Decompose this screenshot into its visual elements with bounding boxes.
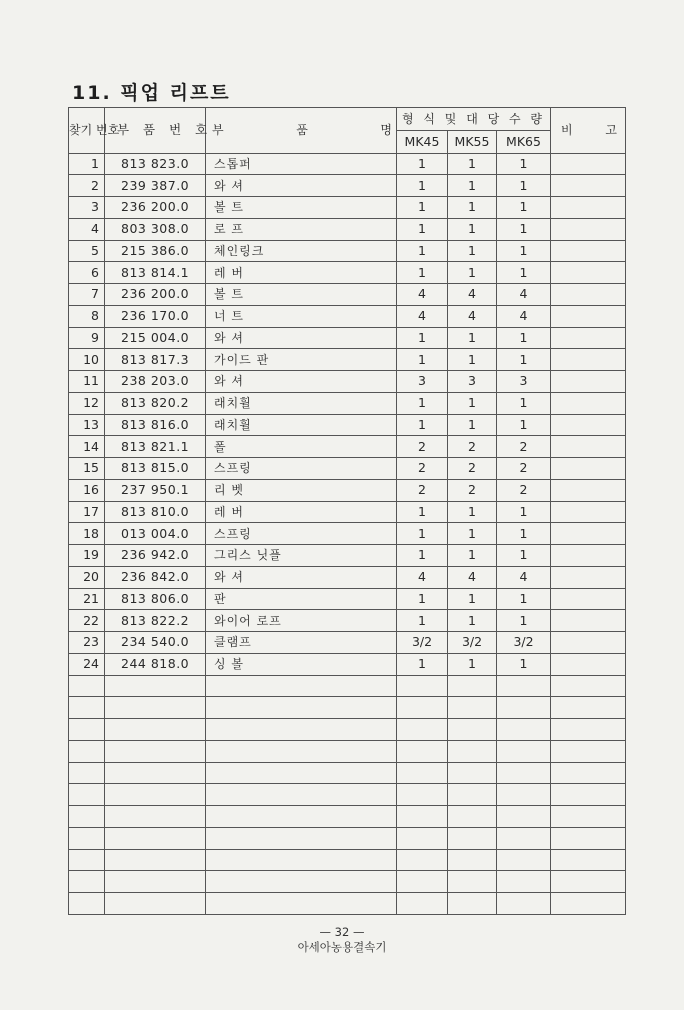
row-part-number: 234 540.0 bbox=[105, 632, 206, 654]
row-remarks bbox=[551, 349, 626, 371]
header-part-name-right: 명 bbox=[380, 123, 392, 138]
row-qty-mk65: 2 bbox=[497, 479, 551, 501]
row-part-number: 236 170.0 bbox=[105, 305, 206, 327]
row-qty-mk65 bbox=[497, 675, 551, 697]
row-number: 15 bbox=[69, 458, 105, 480]
row-remarks bbox=[551, 175, 626, 197]
row-qty-mk55 bbox=[448, 697, 497, 719]
row-number: 17 bbox=[69, 501, 105, 523]
row-remarks bbox=[551, 849, 626, 871]
row-remarks bbox=[551, 588, 626, 610]
row-part-number bbox=[105, 784, 206, 806]
row-qty-mk65: 1 bbox=[497, 545, 551, 567]
row-part-number: 215 386.0 bbox=[105, 240, 206, 262]
row-remarks bbox=[551, 675, 626, 697]
row-part-number bbox=[105, 675, 206, 697]
row-qty-mk55: 4 bbox=[448, 284, 497, 306]
row-qty-mk45: 1 bbox=[397, 414, 448, 436]
row-qty-mk55 bbox=[448, 740, 497, 762]
row-remarks bbox=[551, 632, 626, 654]
row-qty-mk55 bbox=[448, 827, 497, 849]
row-qty-mk55 bbox=[448, 784, 497, 806]
row-qty-mk45: 3 bbox=[397, 371, 448, 393]
row-qty-mk55 bbox=[448, 893, 497, 915]
page-title: 11. 픽업 리프트 bbox=[72, 82, 231, 104]
row-part-number: 239 387.0 bbox=[105, 175, 206, 197]
row-qty-mk55: 2 bbox=[448, 436, 497, 458]
empty-table-row bbox=[69, 719, 626, 741]
row-qty-mk65 bbox=[497, 849, 551, 871]
row-part-name: 레 버 bbox=[206, 501, 397, 523]
row-part-name: 볼 트 bbox=[206, 197, 397, 219]
row-part-number bbox=[105, 871, 206, 893]
row-remarks bbox=[551, 523, 626, 545]
table-row bbox=[69, 218, 626, 240]
header-part-name bbox=[206, 108, 397, 154]
row-part-name bbox=[206, 784, 397, 806]
row-part-number: 236 200.0 bbox=[105, 197, 206, 219]
row-number: 1 bbox=[69, 153, 105, 175]
row-number bbox=[69, 762, 105, 784]
row-remarks bbox=[551, 566, 626, 588]
header-remarks-right: 고 bbox=[605, 123, 617, 138]
row-qty-mk65: 1 bbox=[497, 349, 551, 371]
row-part-name: 폴 bbox=[206, 436, 397, 458]
table-row bbox=[69, 327, 626, 349]
row-remarks bbox=[551, 284, 626, 306]
row-qty-mk65: 1 bbox=[497, 197, 551, 219]
row-qty-mk55: 1 bbox=[448, 414, 497, 436]
row-remarks bbox=[551, 305, 626, 327]
row-remarks bbox=[551, 871, 626, 893]
row-part-number: 813 816.0 bbox=[105, 414, 206, 436]
row-number: 9 bbox=[69, 327, 105, 349]
row-qty-mk65 bbox=[497, 893, 551, 915]
row-qty-mk55 bbox=[448, 675, 497, 697]
row-number: 11 bbox=[69, 371, 105, 393]
table-row bbox=[69, 566, 626, 588]
empty-table-row bbox=[69, 871, 626, 893]
header-remarks bbox=[551, 108, 626, 154]
row-number bbox=[69, 719, 105, 741]
table-row bbox=[69, 632, 626, 654]
header-part-number: 부 품 번 호 bbox=[105, 108, 206, 154]
row-qty-mk65: 2 bbox=[497, 436, 551, 458]
row-qty-mk45 bbox=[397, 893, 448, 915]
row-number: 7 bbox=[69, 284, 105, 306]
table-row bbox=[69, 240, 626, 262]
row-remarks bbox=[551, 218, 626, 240]
table-row bbox=[69, 610, 626, 632]
row-remarks bbox=[551, 153, 626, 175]
row-qty-mk55: 4 bbox=[448, 566, 497, 588]
row-qty-mk65 bbox=[497, 827, 551, 849]
row-qty-mk65 bbox=[497, 806, 551, 828]
row-qty-mk45: 2 bbox=[397, 458, 448, 480]
row-number: 2 bbox=[69, 175, 105, 197]
row-remarks bbox=[551, 545, 626, 567]
row-qty-mk55: 1 bbox=[448, 653, 497, 675]
row-qty-mk45: 1 bbox=[397, 218, 448, 240]
row-part-name: 너 트 bbox=[206, 305, 397, 327]
row-remarks bbox=[551, 479, 626, 501]
row-qty-mk45: 1 bbox=[397, 240, 448, 262]
table-row bbox=[69, 284, 626, 306]
row-number: 6 bbox=[69, 262, 105, 284]
row-part-number bbox=[105, 697, 206, 719]
row-qty-mk65: 1 bbox=[497, 175, 551, 197]
row-qty-mk45 bbox=[397, 697, 448, 719]
row-part-number: 803 308.0 bbox=[105, 218, 206, 240]
row-number: 16 bbox=[69, 479, 105, 501]
row-qty-mk55: 1 bbox=[448, 523, 497, 545]
row-qty-mk55: 3 bbox=[448, 371, 497, 393]
company-name: 아세아농용결속기 bbox=[297, 940, 387, 954]
table-row bbox=[69, 349, 626, 371]
row-qty-mk55 bbox=[448, 806, 497, 828]
row-remarks bbox=[551, 197, 626, 219]
table-row bbox=[69, 175, 626, 197]
row-number: 10 bbox=[69, 349, 105, 371]
table-row bbox=[69, 588, 626, 610]
row-qty-mk45: 2 bbox=[397, 479, 448, 501]
row-part-name: 스프링 bbox=[206, 458, 397, 480]
row-part-name: 스프링 bbox=[206, 523, 397, 545]
row-qty-mk65: 4 bbox=[497, 284, 551, 306]
row-remarks bbox=[551, 436, 626, 458]
row-qty-mk55: 1 bbox=[448, 327, 497, 349]
row-part-name: 싱 볼 bbox=[206, 653, 397, 675]
row-remarks bbox=[551, 653, 626, 675]
row-number bbox=[69, 827, 105, 849]
row-remarks bbox=[551, 414, 626, 436]
row-qty-mk45: 1 bbox=[397, 197, 448, 219]
row-number bbox=[69, 784, 105, 806]
row-qty-mk55: 1 bbox=[448, 392, 497, 414]
empty-table-row bbox=[69, 740, 626, 762]
row-number bbox=[69, 871, 105, 893]
row-qty-mk65: 1 bbox=[497, 153, 551, 175]
row-part-number bbox=[105, 849, 206, 871]
row-part-name: 체인링크 bbox=[206, 240, 397, 262]
row-part-name bbox=[206, 697, 397, 719]
row-qty-mk45: 4 bbox=[397, 566, 448, 588]
row-part-name: 리 벳 bbox=[206, 479, 397, 501]
header-model-quantity: 형 식 및 대 당 수 량 bbox=[397, 108, 551, 131]
row-qty-mk65: 1 bbox=[497, 501, 551, 523]
table-row bbox=[69, 371, 626, 393]
row-part-name: 래치휠 bbox=[206, 414, 397, 436]
row-number: 20 bbox=[69, 566, 105, 588]
row-part-name: 와 셔 bbox=[206, 371, 397, 393]
header-mk45: MK45 bbox=[397, 130, 448, 153]
row-remarks bbox=[551, 784, 626, 806]
row-number bbox=[69, 697, 105, 719]
row-remarks bbox=[551, 827, 626, 849]
row-number: 14 bbox=[69, 436, 105, 458]
row-part-number bbox=[105, 806, 206, 828]
row-part-number bbox=[105, 762, 206, 784]
table-row bbox=[69, 414, 626, 436]
row-part-name: 클램프 bbox=[206, 632, 397, 654]
row-remarks bbox=[551, 262, 626, 284]
table-row bbox=[69, 197, 626, 219]
row-qty-mk65: 1 bbox=[497, 218, 551, 240]
row-qty-mk45: 1 bbox=[397, 588, 448, 610]
row-qty-mk45 bbox=[397, 806, 448, 828]
row-qty-mk55: 1 bbox=[448, 349, 497, 371]
row-part-number: 813 817.3 bbox=[105, 349, 206, 371]
row-qty-mk45: 1 bbox=[397, 653, 448, 675]
row-part-name bbox=[206, 719, 397, 741]
row-part-number: 013 004.0 bbox=[105, 523, 206, 545]
row-qty-mk65 bbox=[497, 697, 551, 719]
row-qty-mk45: 4 bbox=[397, 305, 448, 327]
row-qty-mk55: 1 bbox=[448, 197, 497, 219]
empty-table-row bbox=[69, 827, 626, 849]
row-remarks bbox=[551, 458, 626, 480]
row-number: 24 bbox=[69, 653, 105, 675]
row-part-number: 236 200.0 bbox=[105, 284, 206, 306]
row-qty-mk45 bbox=[397, 849, 448, 871]
row-qty-mk55: 1 bbox=[448, 588, 497, 610]
row-qty-mk45 bbox=[397, 871, 448, 893]
row-qty-mk65: 1 bbox=[497, 653, 551, 675]
row-qty-mk55: 2 bbox=[448, 479, 497, 501]
empty-table-row bbox=[69, 697, 626, 719]
empty-table-row bbox=[69, 806, 626, 828]
row-number: 21 bbox=[69, 588, 105, 610]
row-part-number: 813 815.0 bbox=[105, 458, 206, 480]
row-qty-mk65 bbox=[497, 784, 551, 806]
row-qty-mk45 bbox=[397, 719, 448, 741]
empty-table-row bbox=[69, 849, 626, 871]
table-row bbox=[69, 653, 626, 675]
row-qty-mk45: 2 bbox=[397, 436, 448, 458]
row-qty-mk45: 3/2 bbox=[397, 632, 448, 654]
table-row bbox=[69, 153, 626, 175]
row-remarks bbox=[551, 697, 626, 719]
row-qty-mk45: 1 bbox=[397, 175, 448, 197]
row-part-name bbox=[206, 806, 397, 828]
row-part-name: 판 bbox=[206, 588, 397, 610]
row-part-number: 813 820.2 bbox=[105, 392, 206, 414]
row-qty-mk55: 1 bbox=[448, 610, 497, 632]
row-number bbox=[69, 675, 105, 697]
row-qty-mk55 bbox=[448, 762, 497, 784]
row-qty-mk55: 1 bbox=[448, 218, 497, 240]
row-part-name bbox=[206, 762, 397, 784]
row-part-name: 가이드 판 bbox=[206, 349, 397, 371]
row-number: 8 bbox=[69, 305, 105, 327]
header-part-name-mid: 품 bbox=[296, 123, 308, 138]
table-row bbox=[69, 523, 626, 545]
row-remarks bbox=[551, 327, 626, 349]
row-qty-mk65: 1 bbox=[497, 392, 551, 414]
row-qty-mk65: 1 bbox=[497, 588, 551, 610]
row-number bbox=[69, 893, 105, 915]
row-part-name bbox=[206, 871, 397, 893]
row-part-number: 244 818.0 bbox=[105, 653, 206, 675]
page-footer bbox=[0, 925, 684, 955]
row-qty-mk65 bbox=[497, 719, 551, 741]
row-qty-mk65 bbox=[497, 740, 551, 762]
row-qty-mk55 bbox=[448, 719, 497, 741]
row-part-number: 813 823.0 bbox=[105, 153, 206, 175]
row-number: 23 bbox=[69, 632, 105, 654]
row-number: 18 bbox=[69, 523, 105, 545]
row-number: 19 bbox=[69, 545, 105, 567]
row-part-name: 와이어 로프 bbox=[206, 610, 397, 632]
row-qty-mk55: 1 bbox=[448, 545, 497, 567]
empty-table-row bbox=[69, 675, 626, 697]
row-part-number: 813 806.0 bbox=[105, 588, 206, 610]
header-remarks-left: 비 bbox=[561, 123, 573, 138]
row-remarks bbox=[551, 740, 626, 762]
row-qty-mk65: 1 bbox=[497, 523, 551, 545]
row-part-name: 와 셔 bbox=[206, 327, 397, 349]
row-qty-mk55: 3/2 bbox=[448, 632, 497, 654]
row-number bbox=[69, 849, 105, 871]
row-qty-mk65: 2 bbox=[497, 458, 551, 480]
row-number: 22 bbox=[69, 610, 105, 632]
row-part-name: 스톱퍼 bbox=[206, 153, 397, 175]
row-qty-mk45 bbox=[397, 740, 448, 762]
row-qty-mk55: 1 bbox=[448, 175, 497, 197]
row-number: 5 bbox=[69, 240, 105, 262]
row-part-name: 와 셔 bbox=[206, 175, 397, 197]
row-qty-mk45: 1 bbox=[397, 610, 448, 632]
table-row bbox=[69, 305, 626, 327]
row-remarks bbox=[551, 806, 626, 828]
header-row-1 bbox=[69, 108, 626, 131]
row-qty-mk45: 1 bbox=[397, 523, 448, 545]
empty-table-row bbox=[69, 784, 626, 806]
row-qty-mk65: 1 bbox=[497, 262, 551, 284]
row-qty-mk55: 2 bbox=[448, 458, 497, 480]
row-part-number: 236 842.0 bbox=[105, 566, 206, 588]
row-part-name bbox=[206, 827, 397, 849]
row-part-number: 813 814.1 bbox=[105, 262, 206, 284]
row-remarks bbox=[551, 893, 626, 915]
row-remarks bbox=[551, 371, 626, 393]
row-remarks bbox=[551, 610, 626, 632]
row-qty-mk45: 1 bbox=[397, 327, 448, 349]
row-remarks bbox=[551, 762, 626, 784]
row-qty-mk55 bbox=[448, 871, 497, 893]
row-part-number bbox=[105, 893, 206, 915]
row-qty-mk45: 1 bbox=[397, 392, 448, 414]
table-row bbox=[69, 262, 626, 284]
row-part-number: 813 810.0 bbox=[105, 501, 206, 523]
row-qty-mk65 bbox=[497, 871, 551, 893]
row-qty-mk65 bbox=[497, 762, 551, 784]
row-remarks bbox=[551, 719, 626, 741]
row-qty-mk55: 4 bbox=[448, 305, 497, 327]
row-qty-mk65: 4 bbox=[497, 305, 551, 327]
row-number: 12 bbox=[69, 392, 105, 414]
row-qty-mk45: 1 bbox=[397, 501, 448, 523]
row-part-number: 813 821.1 bbox=[105, 436, 206, 458]
row-qty-mk65: 1 bbox=[497, 414, 551, 436]
table-row bbox=[69, 458, 626, 480]
row-qty-mk65: 4 bbox=[497, 566, 551, 588]
header-part-name-left: 부 bbox=[212, 123, 224, 138]
row-part-number: 237 950.1 bbox=[105, 479, 206, 501]
row-qty-mk65: 3/2 bbox=[497, 632, 551, 654]
row-remarks bbox=[551, 240, 626, 262]
row-part-number: 236 942.0 bbox=[105, 545, 206, 567]
row-part-name bbox=[206, 740, 397, 762]
row-part-number bbox=[105, 740, 206, 762]
row-number bbox=[69, 806, 105, 828]
page-number: — 32 — bbox=[319, 925, 365, 939]
row-qty-mk65: 3 bbox=[497, 371, 551, 393]
row-qty-mk45: 1 bbox=[397, 153, 448, 175]
row-qty-mk45 bbox=[397, 762, 448, 784]
row-qty-mk45: 4 bbox=[397, 284, 448, 306]
row-part-name: 볼 트 bbox=[206, 284, 397, 306]
table-row bbox=[69, 436, 626, 458]
row-qty-mk55: 1 bbox=[448, 153, 497, 175]
table-row bbox=[69, 545, 626, 567]
table-row bbox=[69, 501, 626, 523]
row-number: 3 bbox=[69, 197, 105, 219]
row-part-number bbox=[105, 827, 206, 849]
row-part-name: 와 셔 bbox=[206, 566, 397, 588]
empty-table-row bbox=[69, 762, 626, 784]
row-part-number: 215 004.0 bbox=[105, 327, 206, 349]
row-qty-mk45: 1 bbox=[397, 545, 448, 567]
row-remarks bbox=[551, 501, 626, 523]
row-qty-mk55 bbox=[448, 849, 497, 871]
row-number: 13 bbox=[69, 414, 105, 436]
row-part-name bbox=[206, 893, 397, 915]
row-qty-mk65: 1 bbox=[497, 610, 551, 632]
row-part-number: 813 822.2 bbox=[105, 610, 206, 632]
row-qty-mk55: 1 bbox=[448, 501, 497, 523]
row-part-number bbox=[105, 719, 206, 741]
row-number bbox=[69, 740, 105, 762]
header-find-number: 찾기 번호 bbox=[69, 108, 105, 154]
row-qty-mk65: 1 bbox=[497, 327, 551, 349]
row-part-name bbox=[206, 675, 397, 697]
row-part-name: 그리스 닛플 bbox=[206, 545, 397, 567]
empty-table-row bbox=[69, 893, 626, 915]
header-mk55: MK55 bbox=[448, 130, 497, 153]
row-qty-mk45 bbox=[397, 827, 448, 849]
row-qty-mk55: 1 bbox=[448, 262, 497, 284]
row-qty-mk45 bbox=[397, 675, 448, 697]
row-qty-mk55: 1 bbox=[448, 240, 497, 262]
header-mk65: MK65 bbox=[497, 130, 551, 153]
parts-list-table bbox=[68, 107, 626, 915]
table-row bbox=[69, 479, 626, 501]
row-qty-mk45 bbox=[397, 784, 448, 806]
row-remarks bbox=[551, 392, 626, 414]
row-number: 4 bbox=[69, 218, 105, 240]
row-part-name bbox=[206, 849, 397, 871]
row-part-name: 래치휠 bbox=[206, 392, 397, 414]
row-qty-mk45: 1 bbox=[397, 349, 448, 371]
row-qty-mk45: 1 bbox=[397, 262, 448, 284]
row-part-number: 238 203.0 bbox=[105, 371, 206, 393]
row-qty-mk65: 1 bbox=[497, 240, 551, 262]
row-part-name: 레 버 bbox=[206, 262, 397, 284]
row-part-name: 로 프 bbox=[206, 218, 397, 240]
table-row bbox=[69, 392, 626, 414]
